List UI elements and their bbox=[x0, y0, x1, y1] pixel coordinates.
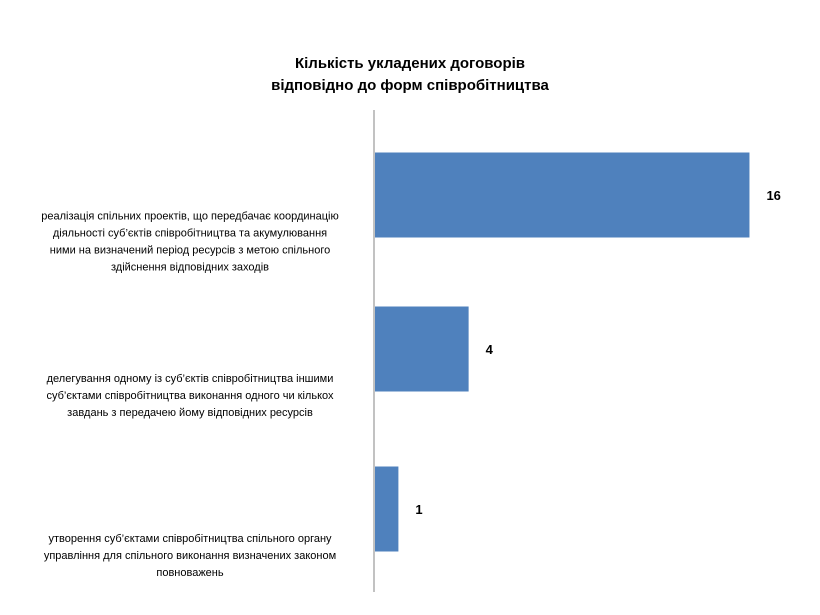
bars bbox=[375, 153, 749, 552]
category-label-line: делегування одному із суб’єктів співробітництва іншими bbox=[46, 373, 334, 385]
chart-title-line: відповідно до форм співробітництва bbox=[271, 77, 549, 94]
category-label bbox=[44, 533, 336, 579]
category-label-line: утворення суб’єктами співробітництва спільного органу bbox=[48, 533, 332, 545]
data-label: 1 bbox=[415, 502, 423, 517]
category-label bbox=[41, 211, 338, 274]
category-label-line: повноважень bbox=[156, 567, 224, 579]
category-label-line: здійснення відповідних заходів bbox=[110, 261, 270, 274]
category-label-line: суб’єктами співробітництва виконання одного чи кількох bbox=[46, 390, 334, 402]
bar bbox=[375, 467, 398, 552]
category-label-line: ними на визначений період ресурсів з метою спільного bbox=[49, 244, 331, 257]
bar bbox=[375, 307, 469, 392]
category-label-line: діяльності суб’єктів співробітництва та акумулювання bbox=[52, 227, 328, 240]
chart-title-line: Кількість укладених договорів bbox=[294, 55, 526, 72]
data-label: 4 bbox=[485, 342, 493, 357]
category-label-line: завдань з передачею йому відповідних ресурсів bbox=[67, 407, 313, 419]
bar bbox=[375, 153, 749, 238]
category-label-line: управління для спільного виконання визначених законом bbox=[43, 550, 337, 562]
data-label: 16 bbox=[766, 188, 781, 203]
category-label-line: реалізація спільних проектів, що передбачає координацію bbox=[41, 210, 339, 223]
category-label bbox=[46, 373, 334, 419]
chart-title bbox=[271, 55, 549, 94]
category-labels bbox=[41, 211, 338, 580]
